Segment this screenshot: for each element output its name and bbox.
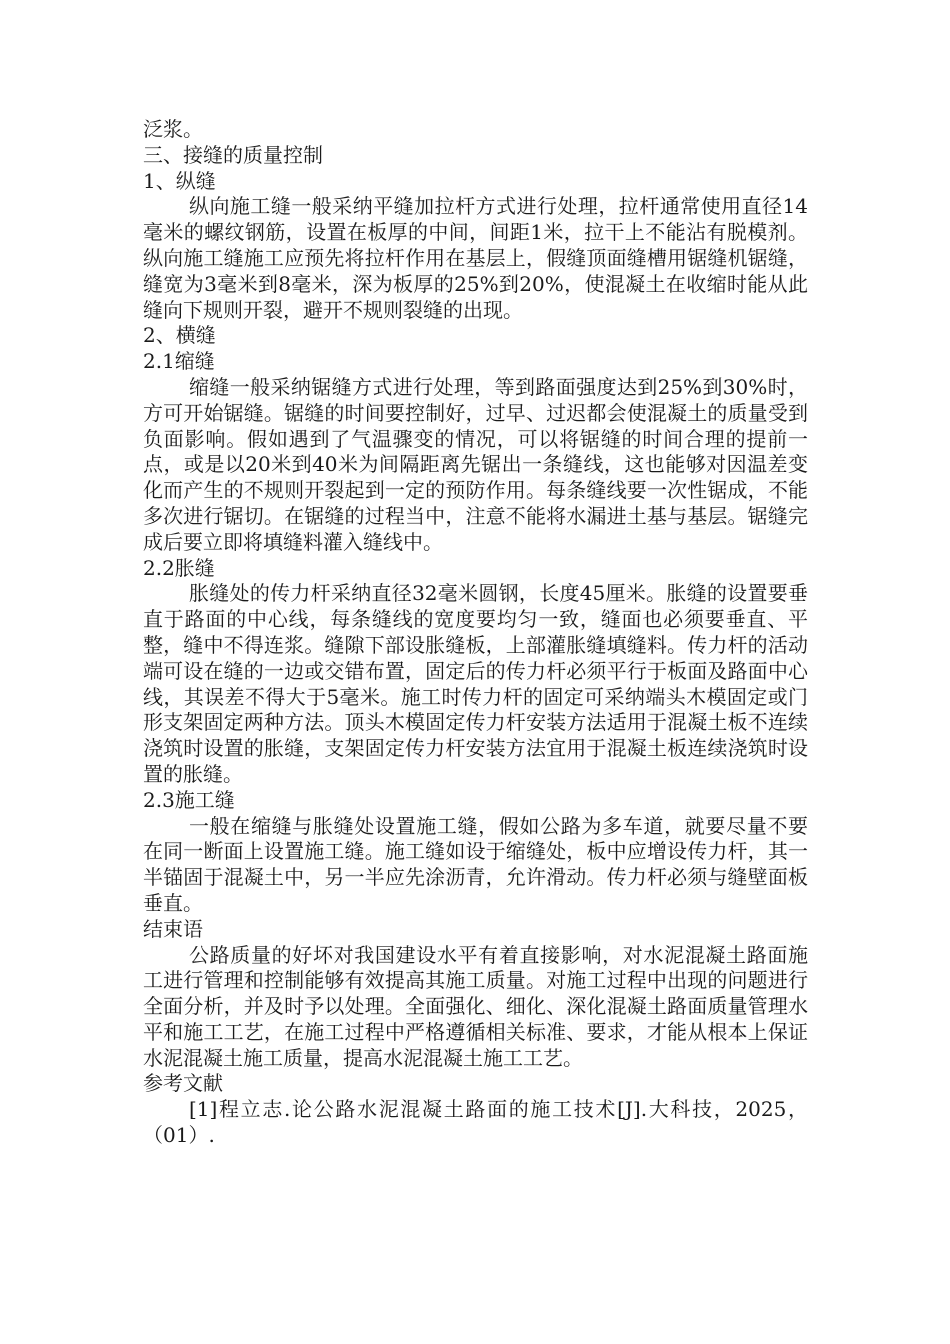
paragraph: 胀缝处的传力杆采纳直径32毫米圆钢，长度45厘米。胀缝的设置要垂直于路面的中心线，每条缝线的宽度要均匀一致，缝面也必须要垂直、平整，缝中不得连浆。缝隙下部设胀缝板，上部灌胀缝填缝料。传力杆的活动端可设在缝的一边或交错布置，固定后的传力杆必须平行于板面及路面中心线，其误差不得大于5毫米。施工时传力杆的固定可采纳端头木模固定或门形支架固定两种方法。顶头木模固定传力杆安装方法适用于混凝土板不连续浇筑时设置的胀缝，支架固定传力杆安装方法宜用于混凝土板连续浇筑时设置的胀缝。 — [143, 581, 808, 786]
paragraph: 纵向施工缝一般采纳平缝加拉杆方式进行处理，拉杆通常使用直径14毫米的螺纹钢筋，设置在板厚的中间，间距1米，拉干上不能沾有脱模剂。纵向施工缝施工应预先将拉杆作用在基层上，假缝顶面缝槽用锯缝机锯缝，缝宽为3毫米到8毫米，深为板厚的25%到20%，使混凝土在收缩时能从此缝向下规则开裂，避开不规则裂缝的出现。 — [143, 194, 808, 322]
subsection-heading: 2、横缝 — [143, 323, 216, 348]
section-heading: 三、接缝的质量控制 — [143, 142, 323, 167]
references-heading: 参考文献 — [143, 1071, 223, 1096]
paragraph: 一般在缩缝与胀缝处设置施工缝，假如公路为多车道，就要尽量不要在同一断面上设置施工缝。施工缝如设于缩缝处，板中应增设传力杆，其一半锚固于混凝土中，另一半应先涂沥青，允许滑动。传力杆必须与缝壁面板垂直。 — [143, 813, 808, 915]
paragraph: 缩缝一般采纳锯缝方式进行处理，等到路面强度达到25%到30%时，方可开始锯缝。锯缝的时间要控制好，过早、过迟都会使混凝土的质量受到负面影响。假如遇到了气温骤变的情况，可以将锯缝的时间合理的提前一点，或是以20米到40米为间隔距离先锯出一条缝线，这也能够对因温差变化而产生的不规则开裂起到一定的预防作用。每条缝线要一次性锯成，不能多次进行锯切。在锯缝的过程当中，注意不能将水漏进土基与基层。锯缝完成后要立即将填缝料灌入缝线中。 — [143, 374, 808, 554]
subsection-heading: 2.1缩缝 — [143, 349, 215, 374]
reference-item: [1]程立志.论公路水泥混凝土路面的施工技术[J].大科技，2025，（01）. — [143, 1097, 808, 1148]
paragraph: 公路质量的好坏对我国建设水平有着直接影响，对水泥混凝土路面施工进行管理和控制能够有效提高其施工质量。对施工过程中出现的问题进行全面分析，并及时予以处理。全面强化、细化、深化混凝土路面质量管理水平和施工工艺，在施工过程中严格遵循相关标准、要求，才能从根本上保证水泥混凝土施工质量，提高水泥混凝土施工工艺。 — [143, 942, 808, 1070]
subsection-heading: 2.2胀缝 — [143, 555, 215, 580]
continuation-text: 泛浆。 — [143, 117, 203, 141]
conclusion-heading: 结束语 — [143, 916, 203, 941]
document-body — [143, 117, 808, 1149]
subsection-heading: 2.3施工缝 — [143, 787, 235, 812]
subsection-heading: 1、纵缝 — [143, 168, 216, 193]
